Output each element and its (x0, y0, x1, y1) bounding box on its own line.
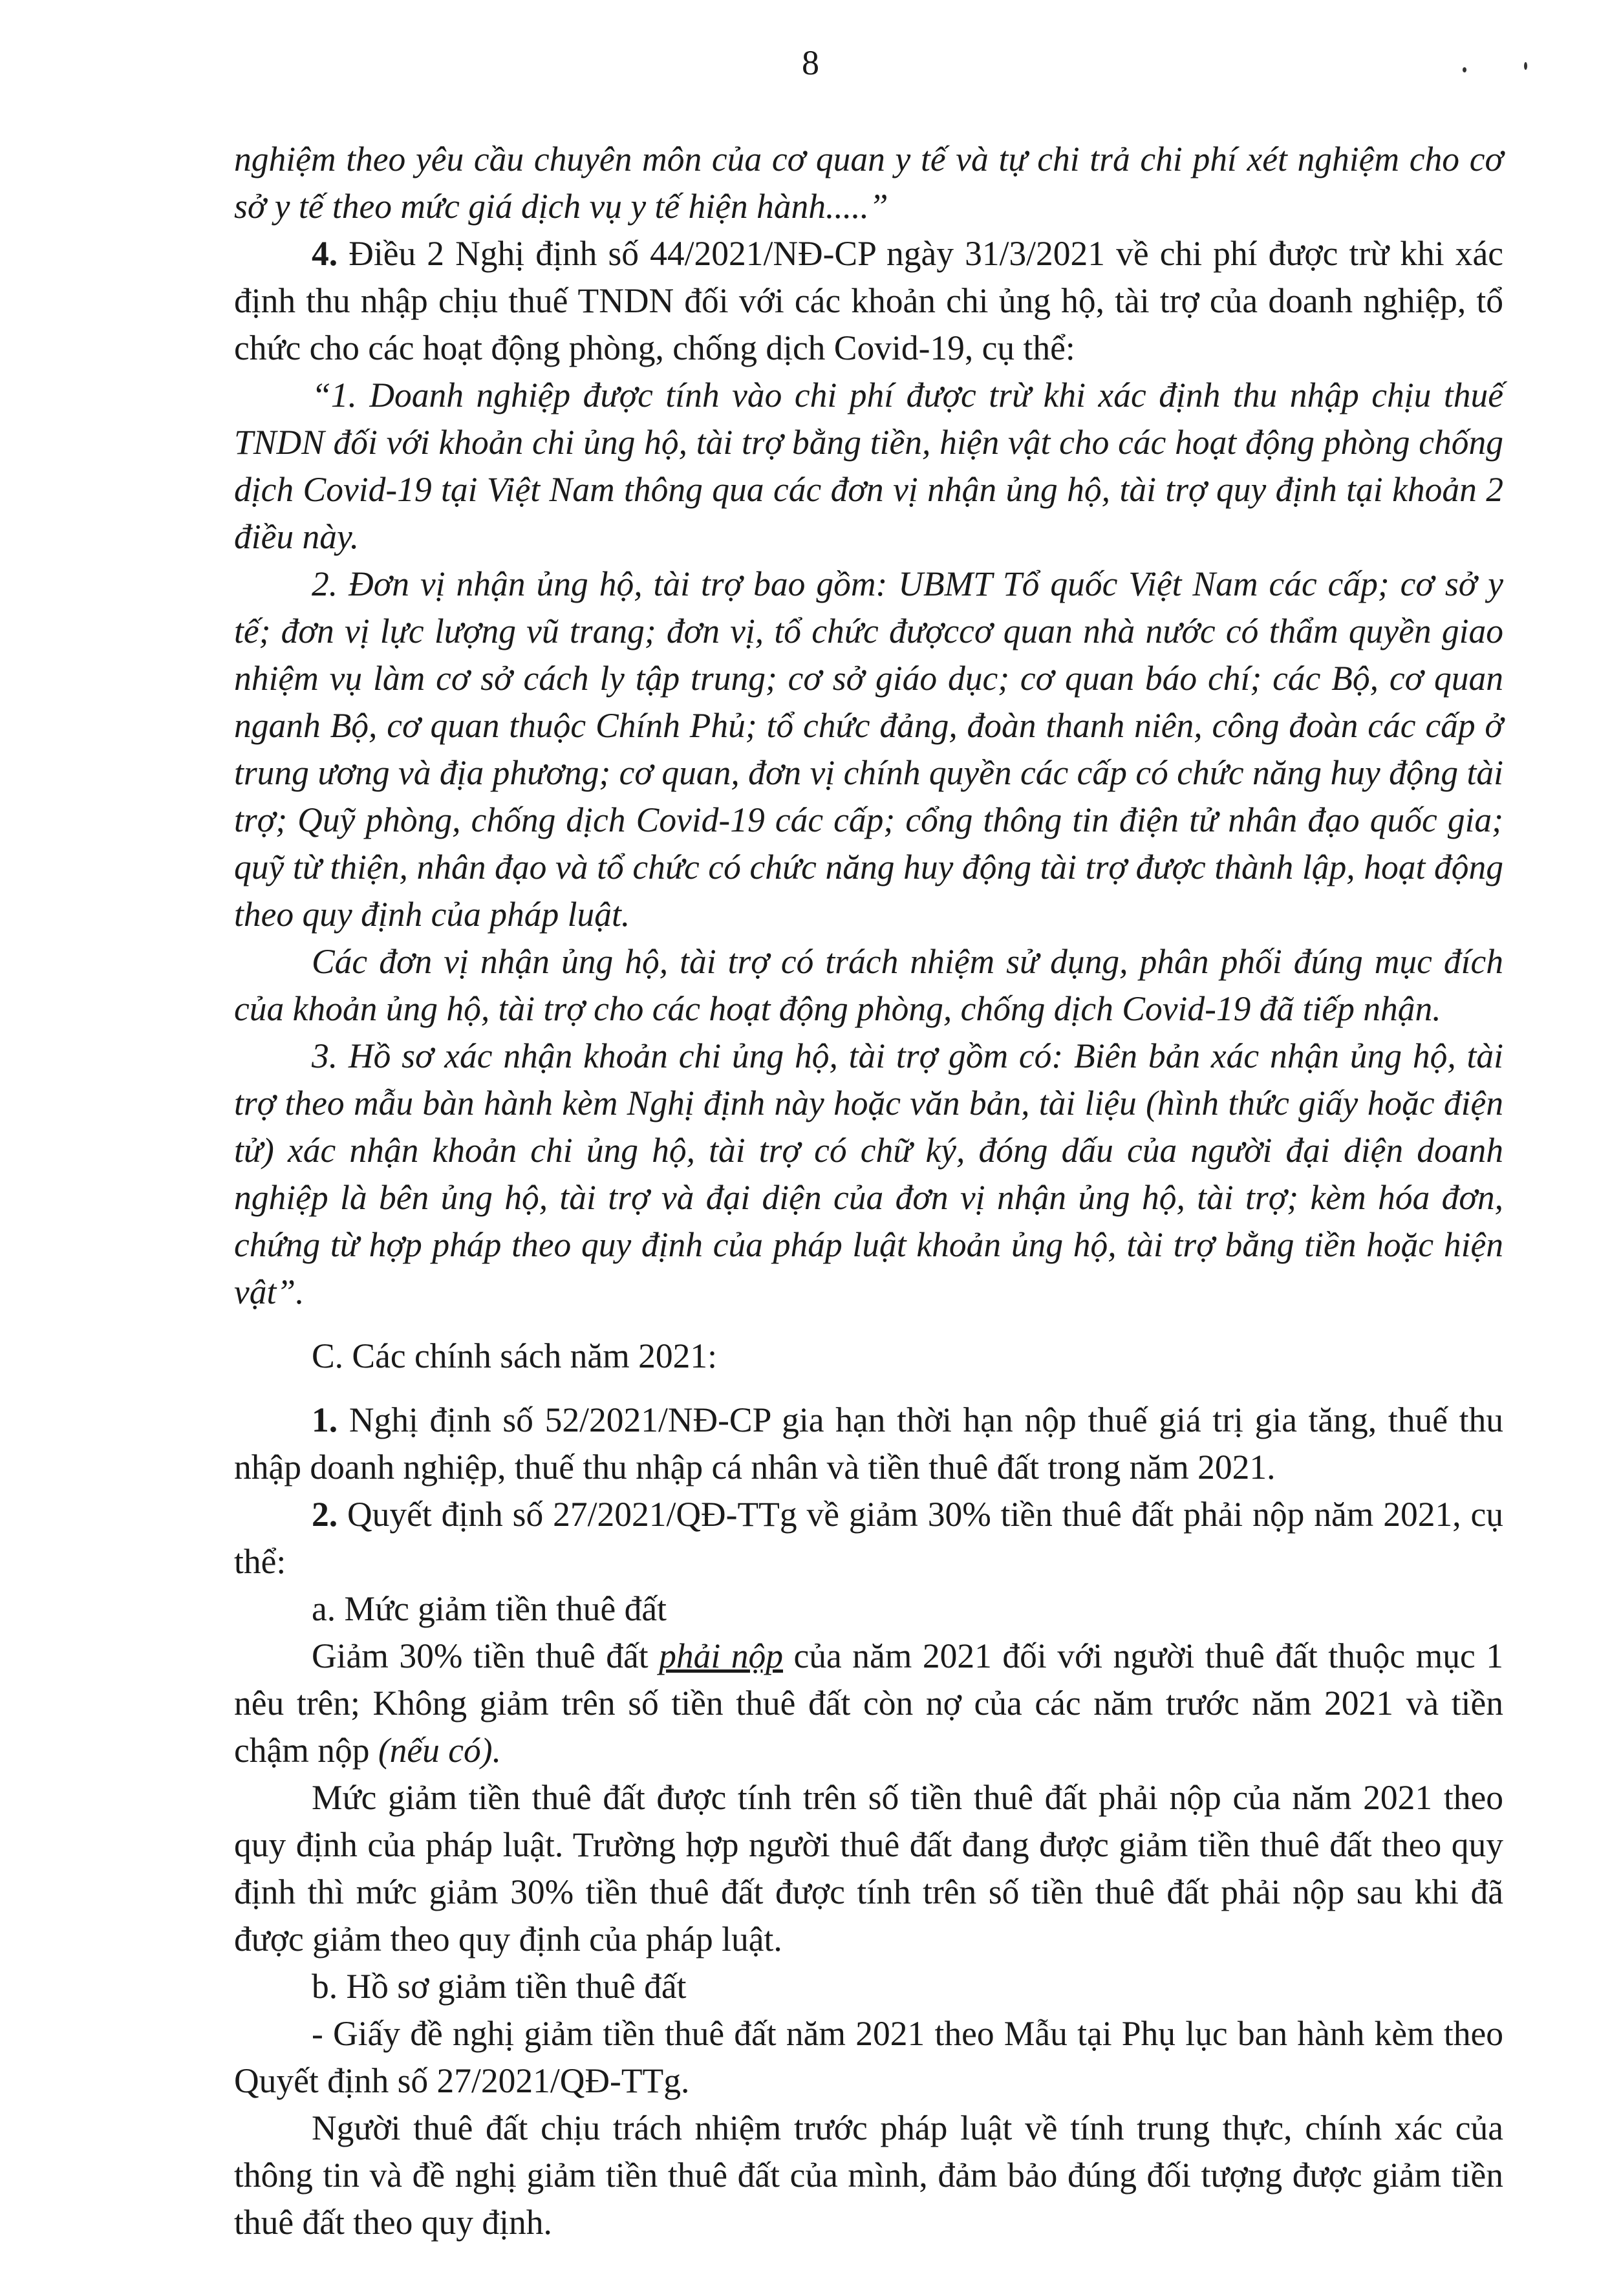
subsection-a-heading: a. Mức giảm tiền thuê đất (312, 1589, 667, 1628)
subsection-b-paragraph-1: - Giấy đề nghị giảm tiền thuê đất năm 2021 theo Mẫu tại Phụ lục ban hành kèm theo Quyết định số 27/2021/QĐ-TTg. (234, 2014, 1503, 2100)
quote-clause-2: 2. Đơn vị nhận ủng hộ, tài trợ bao gồm: UBMT Tổ quốc Việt Nam các cấp; cơ sở y tế; đơn vị lực lượng vũ trang; đơn vị, tổ chức đượccơ quan nhà nước có thẩm quyền giao nhiệm vụ làm cơ sở cách ly tập trung; cơ sở giáo dục; cơ quan báo chí; các Bộ, cơ quan nganh Bộ, cơ quan thuộc Chính Phủ; tổ chức đảng, đoàn thanh niên, công đoàn các cấp ở trung ương và địa phương; cơ quan, đơn vị chính quyền các cấp có chức năng huy động tài trợ; Quỹ phòng, chống dịch Covid-19 các cấp; cổng thông tin điện tử nhân đạo quốc gia; quỹ từ thiện, nhân đạo và tổ chức có chức năng huy động tài trợ được thành lập, hoạt động theo quy định của pháp luật. (234, 564, 1503, 934)
quote-continuation: nghiệm theo yêu cầu chuyên môn của cơ quan y tế và tự chi trả chi phí xét nghiệm cho cơ sở y tế theo mức giá dịch vụ y tế hiện hành.....” (234, 140, 1503, 226)
a-p1-underlined: phải nộp (659, 1636, 784, 1675)
scan-mark (1524, 62, 1527, 70)
section-c-item-1 (234, 1397, 1503, 1491)
item-4-paragraph (234, 230, 1503, 372)
subsection-b-paragraph-2: Người thuê đất chịu trách nhiệm trước pháp luật về tính trung thực, chính xác của thông tin và đề nghị giảm tiền thuê đất của mình, đảm bảo đúng đối tượng được giảm tiền thuê đất theo quy định. (234, 2108, 1503, 2242)
item-2-text: Quyết định số 27/2021/QĐ-TTg về giảm 30% tiền thuê đất phải nộp năm 2021, cụ thể: (234, 1495, 1503, 1581)
subsection-a-paragraph-2: Mức giảm tiền thuê đất được tính trên số tiền thuê đất phải nộp của năm 2021 theo quy định của pháp luật. Trường hợp người thuê đất đang được giảm tiền thuê đất theo quy định thì mức giảm 30% tiền thuê đất được tính trên số tiền thuê đất phải nộp sau khi đã được giảm theo quy định của pháp luật. (234, 1778, 1503, 1958)
subsection-a-paragraph-1 (234, 1633, 1503, 1774)
quote-clause-2-note: Các đơn vị nhận ủng hộ, tài trợ có trách nhiệm sử dụng, phân phối đúng mục đích của khoản ủng hộ, tài trợ cho các hoạt động phòng, chống dịch Covid-19 đã tiếp nhận. (234, 942, 1503, 1028)
item-4-text: Điều 2 Nghị định số 44/2021/NĐ-CP ngày 31/3/2021 về chi phí được trừ khi xác định thu nhập chịu thuế TNDN đối với các khoản chi ủng hộ, tài trợ của doanh nghiệp, tổ chức cho các hoạt động phòng, chống dịch Covid-19, cụ thể: (234, 234, 1503, 367)
section-c-item-2 (234, 1491, 1503, 1585)
document-body (234, 136, 1503, 2246)
item-1-text: Nghị định số 52/2021/NĐ-CP gia hạn thời hạn nộp thuế giá trị gia tăng, thuế thu nhập doanh nghiệp, thuế thu nhập cá nhân và tiền thuê đất trong năm 2021. (234, 1400, 1503, 1486)
a-p1-start: Giảm 30% tiền thuê đất (312, 1636, 660, 1675)
subsection-b-heading: b. Hồ sơ giảm tiền thuê đất (312, 1967, 687, 2006)
quote-clause-3: 3. Hồ sơ xác nhận khoản chi ủng hộ, tài trợ gồm có: Biên bản xác nhận ủng hộ, tài trợ theo mẫu bàn hành kèm Nghị định này hoặc văn bản, tài liệu (hình thức giấy hoặc điện tử) xác nhận khoản chi ủng hộ, tài trợ có chữ ký, đóng dấu của người đại diện doanh nghiệp là bên ủng hộ, tài trợ và đại diện của đơn vị nhận ủng hộ, tài trợ; kèm hóa đơn, chứng từ hợp pháp theo quy định của pháp luật khoản ủng hộ, tài trợ bằng tiền hoặc hiện vật”. (234, 1036, 1503, 1311)
scan-mark (1463, 67, 1466, 72)
item-4-number: 4. (312, 234, 338, 273)
page-number: 8 (802, 43, 819, 82)
a-p1-middle: của năm 2021 đối với người thuê đất thuộc mục 1 nêu trên; Không giảm trên số tiền thuê đất còn nợ của các năm trước năm 2021 và tiền chậm nộp (234, 1636, 1503, 1770)
quote-clause-1: “1. Doanh nghiệp được tính vào chi phí được trừ khi xác định thu nhập chịu thuế TNDN đối với khoản chi ủng hộ, tài trợ bằng tiền, hiện vật cho các hoạt động phòng chống dịch Covid-19 tại Việt Nam thông qua các đơn vị nhận ủng hộ, tài trợ quy định tại khoản 2 điều này. (234, 376, 1503, 556)
item-1-number: 1. (312, 1400, 338, 1439)
a-p1-italic: (nếu có). (378, 1731, 501, 1770)
item-2-number: 2. (312, 1495, 338, 1534)
section-c-heading: C. Các chính sách năm 2021: (312, 1336, 718, 1375)
